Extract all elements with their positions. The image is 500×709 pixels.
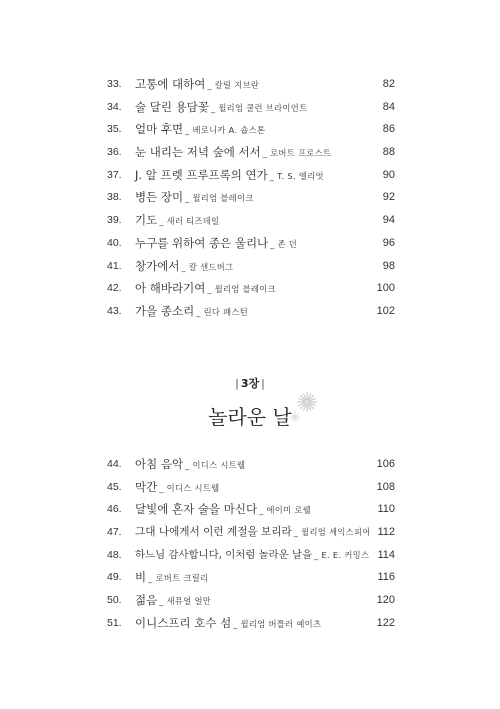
entry-title: 아 해바라기여 — [135, 281, 206, 296]
entry-author: _ 윌리엄 셰익스피어 — [293, 527, 371, 538]
entry-page: 88 — [382, 146, 395, 159]
entry-author: _ 로버트 크릴리 — [148, 573, 209, 584]
toc-list-top — [0, 73, 500, 323]
chapter-heading — [0, 372, 500, 431]
entry-author: _ 새러 티즈데일 — [159, 216, 220, 227]
entry-page: 110 — [377, 503, 395, 516]
toc-entry[interactable] — [0, 232, 500, 255]
entry-number: 39. — [107, 214, 122, 227]
entry-page: 90 — [382, 168, 395, 181]
entry-title: 얼마 후면 — [135, 122, 184, 137]
entry-title: 비 — [135, 570, 147, 585]
toc-entry[interactable] — [0, 612, 500, 635]
entry-page: 114 — [377, 548, 395, 561]
entry-number: 34. — [107, 100, 122, 113]
entry-title: 그대 나에게서 이런 계절을 보리라 — [135, 526, 292, 539]
entry-number: 41. — [107, 259, 122, 272]
entry-number: 33. — [107, 78, 122, 90]
entry-number: 44. — [107, 458, 122, 470]
entry-page: 98 — [382, 259, 395, 272]
entry-author: _ 로버트 프로스트 — [262, 148, 332, 159]
entry-page: 108 — [376, 480, 395, 493]
entry-page: 84 — [382, 100, 395, 113]
toc-entry[interactable] — [0, 186, 500, 209]
entry-author: _ 새뮤얼 얼만 — [159, 596, 212, 607]
toc-entry[interactable] — [0, 544, 500, 567]
toc-entry[interactable] — [0, 209, 500, 232]
entry-number: 43. — [107, 304, 122, 317]
flower-icon — [296, 391, 318, 413]
entry-author: _ 윌리엄 블레이크 — [207, 284, 276, 295]
toc-list-bottom — [0, 453, 500, 635]
entry-author: _ 에이미 로웰 — [259, 505, 311, 516]
toc-entry[interactable] — [0, 141, 500, 164]
entry-number: 49. — [107, 571, 122, 584]
toc-entry[interactable] — [0, 118, 500, 141]
toc-entry[interactable] — [0, 73, 500, 96]
entry-page: 92 — [382, 191, 395, 204]
entry-number: 40. — [107, 236, 122, 249]
entry-title: 젊음 — [135, 593, 158, 608]
chapter-label: | 3장 | — [235, 377, 265, 390]
toc-entry[interactable] — [0, 566, 500, 589]
entry-title: 하느님 감사합니다, 이처럼 놀라운 날을 — [135, 548, 313, 561]
entry-author: _ 칼 샌드버그 — [181, 261, 234, 272]
entry-author: _ 이디스 시트웰 — [185, 460, 246, 470]
toc-entry[interactable] — [0, 589, 500, 612]
entry-page: 106 — [376, 458, 395, 470]
entry-title: 아침 음악 — [135, 457, 184, 471]
entry-title: 눈 내리는 저녁 숲에 서서 — [135, 145, 261, 160]
chapter-title: 놀라운 날 — [208, 405, 292, 429]
entry-number: 48. — [107, 548, 122, 561]
entry-title: 술 달린 용담꽃 — [135, 99, 209, 114]
toc-entry[interactable] — [0, 498, 500, 521]
entry-page: 120 — [376, 594, 395, 607]
entry-title: 이니스프리 호수 섬 — [135, 615, 232, 630]
small-flower-icon — [289, 411, 301, 423]
entry-title: 누구를 위하여 종은 울리나 — [135, 235, 269, 250]
entry-title: 고통에 대하여 — [135, 77, 206, 91]
entry-author: _ 린다 패스턴 — [196, 306, 249, 317]
entry-page: 122 — [376, 616, 395, 629]
entry-page: 86 — [382, 123, 395, 136]
entry-page: 94 — [382, 214, 395, 227]
entry-title: J. 알 프렛 프루프록의 연가 — [135, 167, 268, 182]
entry-author: _ 존 던 — [270, 238, 298, 249]
entry-title: 막간 — [135, 479, 158, 494]
entry-page: 112 — [377, 526, 395, 539]
entry-author: _ 베로니카 A. 숍스톤 — [185, 125, 266, 136]
entry-author: _ T. S. 엘리엇 — [269, 170, 324, 181]
entry-title: 기도 — [135, 213, 158, 228]
chapter-number: 3장 — [240, 377, 260, 390]
entry-number: 46. — [107, 503, 122, 516]
entry-page: 100 — [376, 282, 395, 295]
entry-author: _ 윌리엄 쿨런 브라이언트 — [210, 102, 308, 113]
entry-author: _ 이디스 시트웰 — [159, 482, 220, 493]
toc-entry[interactable] — [0, 164, 500, 187]
entry-author: _ 윌리엄 블레이크 — [185, 193, 254, 204]
entry-number: 36. — [107, 146, 122, 159]
entry-number: 50. — [107, 594, 122, 607]
entry-author: _ 윌리엄 버틀러 예이츠 — [233, 618, 322, 629]
toc-entry[interactable] — [0, 453, 500, 476]
entry-number: 38. — [107, 191, 122, 204]
entry-number: 51. — [107, 616, 122, 629]
entry-title: 창가에서 — [135, 258, 180, 273]
entry-page: 102 — [376, 304, 395, 317]
entry-number: 37. — [107, 168, 122, 181]
entry-author: _ E. E. 커밍스 — [314, 549, 370, 560]
entry-number: 47. — [107, 526, 122, 539]
toc-entry[interactable] — [0, 521, 500, 544]
toc-entry[interactable] — [0, 476, 500, 499]
entry-number: 42. — [107, 282, 122, 295]
entry-number: 35. — [107, 123, 122, 136]
entry-title: 달빛에 혼자 술을 마신다 — [135, 502, 258, 517]
entry-title: 병든 장미 — [135, 190, 184, 205]
entry-author: _ 칼릴 지브란 — [207, 80, 260, 90]
entry-page: 82 — [382, 78, 395, 90]
entry-page: 96 — [382, 236, 395, 249]
entry-title: 가을 종소리 — [135, 303, 195, 318]
toc-entry[interactable] — [0, 255, 500, 278]
toc-entry[interactable] — [0, 277, 500, 300]
entry-number: 45. — [107, 480, 122, 493]
toc-entry[interactable] — [0, 96, 500, 119]
toc-entry[interactable] — [0, 300, 500, 323]
entry-page: 116 — [377, 571, 395, 584]
